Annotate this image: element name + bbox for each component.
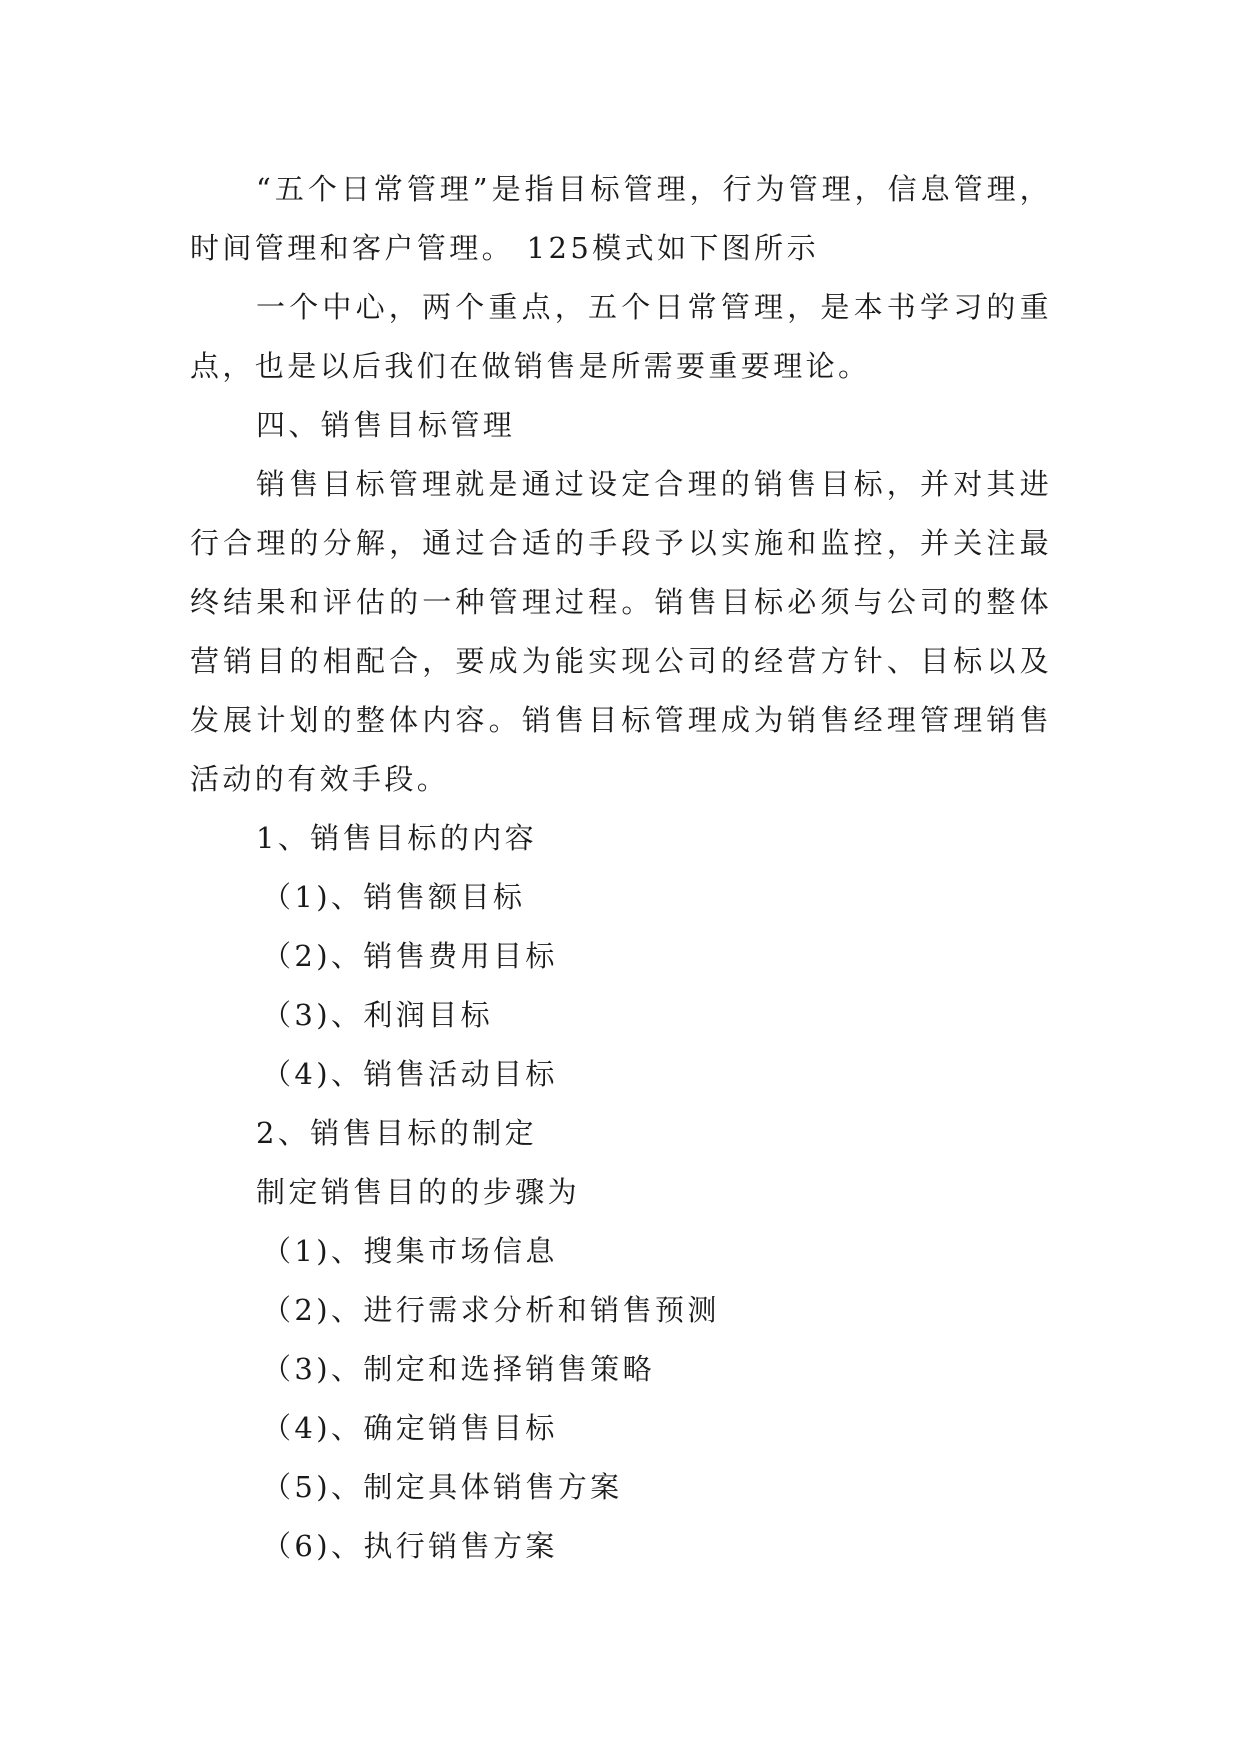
- list-item: （4)、确定销售目标: [262, 1411, 558, 1445]
- list-item: （1)、搜集市场信息: [262, 1234, 558, 1268]
- list-item: （2)、进行需求分析和销售预测: [262, 1293, 720, 1327]
- list-item: （3)、制定和选择销售策略: [262, 1352, 655, 1386]
- list-item: （6)、执行销售方案: [262, 1529, 558, 1563]
- section-heading-sales-target-management: 四、销售目标管理: [256, 408, 516, 442]
- list-item: （5)、制定具体销售方案: [262, 1470, 623, 1504]
- list-item: （1)、销售额目标: [262, 880, 526, 914]
- list-item: （3)、利润目标: [262, 998, 493, 1032]
- paragraph-five-daily-management: “五个日常管理”是指目标管理，行为管理，信息管理，时间管理和客户管理。 125模式如下图所示: [190, 172, 1052, 265]
- paragraph-sales-target-definition: 销售目标管理就是通过设定合理的销售目标，并对其进行合理的分解，通过合适的手段予以实施和监控，并关注最终结果和评估的一种管理过程。销售目标必须与公司的整体营销目的相配合，要成为能实现公司的经营方针、目标以及发展计划的整体内容。销售目标管理成为销售经理管理销售活动的有效手段。: [190, 467, 1052, 796]
- subsection-heading-target-setting: 2、销售目标的制定: [256, 1116, 538, 1150]
- list-item: （2)、销售费用目标: [262, 939, 558, 973]
- document-body: [190, 160, 1052, 1576]
- paragraph-one-center-two-focus: 一个中心，两个重点，五个日常管理，是本书学习的重点，也是以后我们在做销售是所需要重要理论。: [190, 290, 1052, 383]
- list-item: （4)、销售活动目标: [262, 1057, 558, 1091]
- subsection-heading-target-content: 1、销售目标的内容: [256, 821, 538, 855]
- steps-intro: 制定销售目的的步骤为: [256, 1175, 581, 1209]
